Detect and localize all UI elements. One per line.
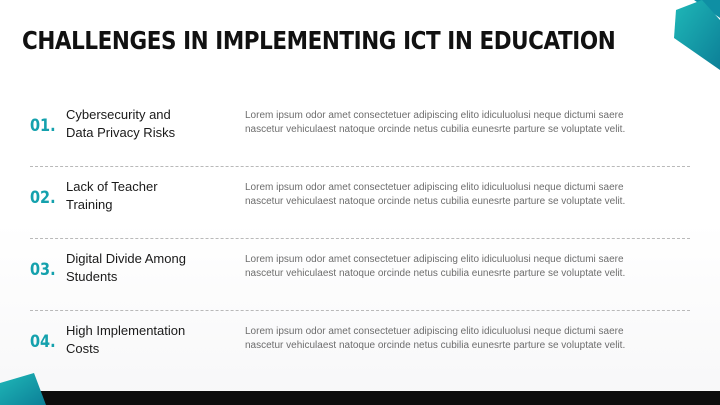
item-heading: [66, 106, 216, 142]
item-heading-line: Lack of Teacher: [66, 179, 158, 194]
corner-decoration-bottom-left: [0, 373, 52, 405]
item-heading-line: Cybersecurity and: [66, 107, 171, 122]
item-description-line: nascetur vehiculaest natoque orcinde netus cubilia eunesrte parture se voluptate velit.: [245, 124, 626, 135]
item-description-line: Lorem ipsum odor amet consectetuer adipiscing elito idiculuolusi neque dictumi saere: [245, 182, 624, 193]
item-description-line: nascetur vehiculaest natoque orcinde netus cubilia eunesrte parture se voluptate velit.: [245, 268, 626, 279]
item-description: [245, 325, 705, 353]
item-heading-line: Training: [66, 197, 113, 212]
item-number: 02.: [30, 188, 56, 208]
item-heading: [66, 250, 216, 286]
challenge-row: [30, 167, 690, 239]
item-number: 04.: [30, 332, 56, 352]
corner-decoration-top-right: [650, 0, 720, 70]
bottom-bar: [0, 391, 720, 405]
item-number: 01.: [30, 116, 56, 136]
item-description-line: Lorem ipsum odor amet consectetuer adipiscing elito idiculuolusi neque dictumi saere: [245, 326, 624, 337]
item-description: [245, 253, 705, 281]
item-description-line: nascetur vehiculaest natoque orcinde netus cubilia eunesrte parture se voluptate velit.: [245, 196, 626, 207]
item-heading-line: High Implementation: [66, 323, 186, 338]
item-heading-line: Costs: [66, 341, 100, 356]
challenge-row: [30, 95, 690, 167]
item-description-line: Lorem ipsum odor amet consectetuer adipiscing elito idiculuolusi neque dictumi saere: [245, 254, 624, 265]
item-description: [245, 181, 705, 209]
item-heading-line: Data Privacy Risks: [66, 125, 176, 140]
item-description-line: Lorem ipsum odor amet consectetuer adipiscing elito idiculuolusi neque dictumi saere: [245, 110, 624, 121]
challenge-row: [30, 239, 690, 311]
item-description: [245, 109, 705, 137]
item-heading-line: Students: [66, 269, 118, 284]
item-heading-line: Digital Divide Among: [66, 251, 186, 266]
item-description-line: nascetur vehiculaest natoque orcinde netus cubilia eunesrte parture se voluptate velit.: [245, 340, 626, 351]
slide-title: CHALLENGES IN IMPLEMENTING ICT IN EDUCATION: [22, 26, 616, 55]
item-number: 03.: [30, 260, 56, 280]
challenge-row: [30, 311, 690, 382]
challenge-list: [30, 95, 690, 382]
item-heading: [66, 322, 216, 358]
item-heading: [66, 178, 216, 214]
